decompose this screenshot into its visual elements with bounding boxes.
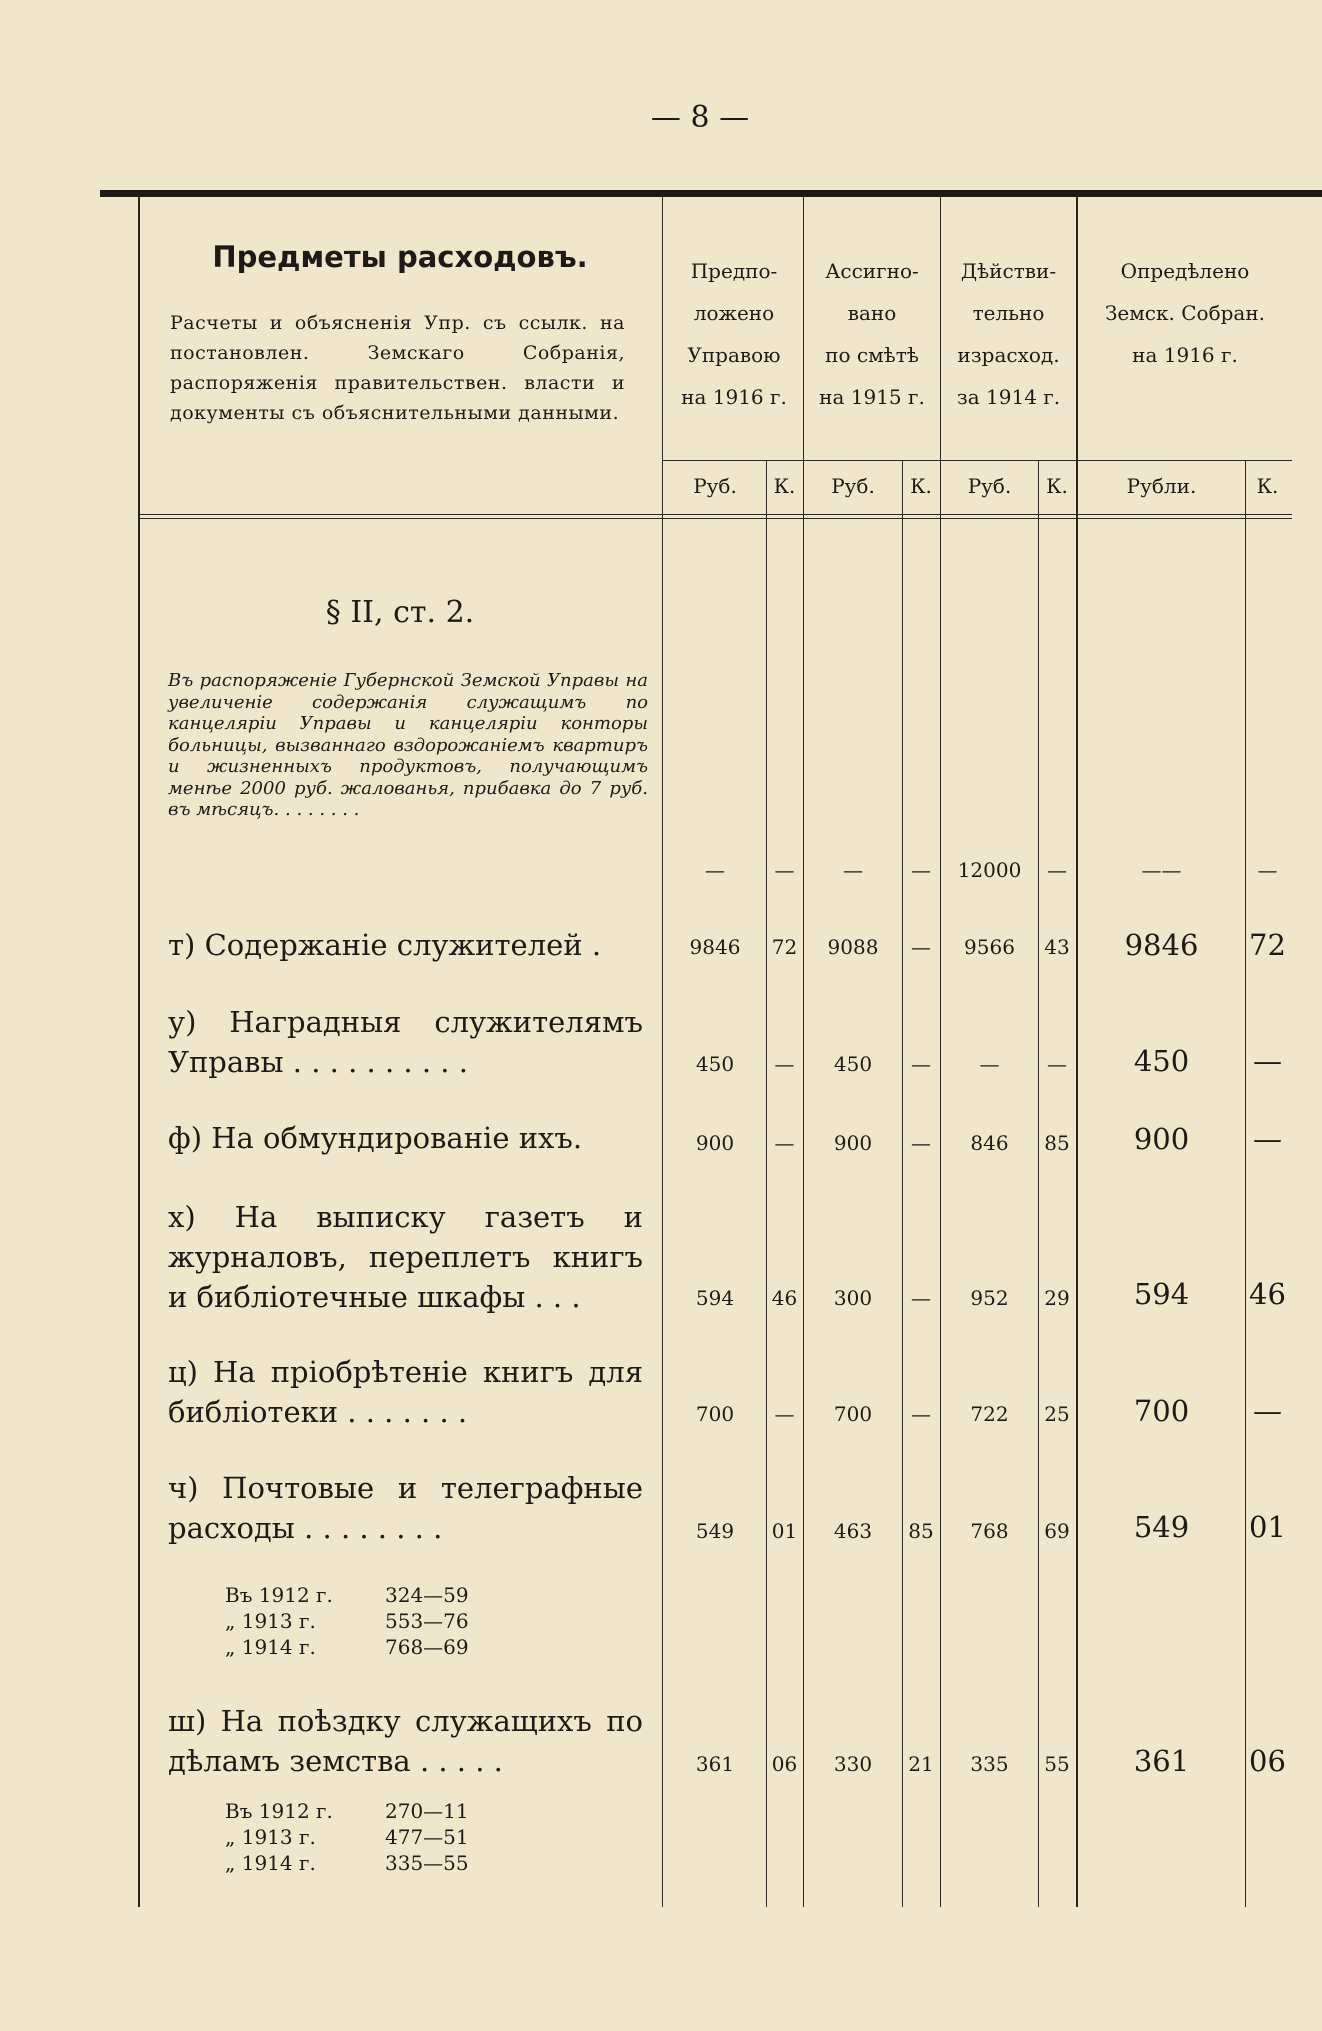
cell-assigned-kop: — — [911, 1131, 931, 1155]
divider-c1-kop — [766, 460, 767, 1907]
unit-kop-c4: К. — [1256, 474, 1279, 498]
item-ch: ч) Почтовые и телеграфные расходы . . . . . . . . — [168, 1471, 643, 1545]
cell-spent-rub: — — [979, 1052, 1000, 1076]
cell-determined-kop: 72 — [1249, 928, 1286, 962]
unit-rubli-c4: Рубли. — [1126, 474, 1197, 498]
col-header-assigned: Ассигно- вано по смѣтѣ на 1915 г. — [819, 259, 925, 409]
item-ts: ц) На пріобрѣтеніе книгъ для библіотеки . . . . . . . — [168, 1355, 643, 1429]
section-note: Въ распоряженіе Губернской Земской Управы на увеличеніе содержанія служащимъ по канцеляріи Управы и канцеляріи конторы больницы, вызваннаго вздорожаніемъ квартиръ и жизненныхъ продуктовъ, получающимъ менѣе 2000 руб. жалованья, прибавка до 7 руб. въ мѣсяцъ. . . . . . . . — [168, 670, 648, 820]
cell-determined-kop: — — [1253, 1122, 1282, 1156]
cell-assigned-kop: — — [911, 1286, 931, 1310]
cell-determined-kop: 06 — [1249, 1744, 1286, 1778]
unit-kop-c3: К. — [1046, 474, 1068, 498]
item-sh: ш) На поѣздку служащихъ по дѣламъ земства . . . . . — [168, 1704, 643, 1778]
cell-proposed-kop: 72 — [771, 935, 798, 959]
cell-spent-kop: 43 — [1044, 935, 1070, 959]
cell-assigned-rub: 330 — [833, 1752, 873, 1776]
cell-assigned-kop: — — [911, 1402, 931, 1426]
unit-kop-c2: К. — [910, 474, 932, 498]
cell-spent-kop: 25 — [1044, 1402, 1070, 1426]
unit-rub-c3: Руб. — [967, 474, 1012, 498]
cell-proposed-kop: — — [774, 1131, 795, 1155]
cell-proposed-rub: 549 — [695, 1519, 735, 1543]
cell-assigned-rub: 300 — [833, 1286, 873, 1310]
item-kh: х) На выписку газетъ и журналовъ, переплетъ книгъ и библіотечные шкафы . . . — [168, 1200, 643, 1314]
unit-rub-c1: Руб. — [693, 474, 737, 498]
cell-assigned-rub: 450 — [833, 1052, 873, 1076]
cell-proposed-kop: — — [774, 858, 795, 882]
page-number: — 8 — — [650, 100, 750, 135]
cell-assigned-rub: — — [843, 858, 863, 882]
cell-proposed-rub: 594 — [695, 1286, 735, 1310]
cell-assigned-rub: 700 — [833, 1402, 873, 1426]
cell-spent-rub: 846 — [970, 1131, 1009, 1155]
cell-spent-rub: 722 — [970, 1402, 1009, 1426]
cell-determined-kop: 46 — [1249, 1277, 1286, 1311]
header-title: Предметы расходовъ. — [212, 240, 588, 274]
cell-determined-rub: 700 — [1133, 1394, 1190, 1428]
cell-determined-rub: 361 — [1133, 1744, 1190, 1778]
cell-spent-rub: 768 — [970, 1519, 1009, 1543]
unit-rub-c2: Руб. — [831, 474, 875, 498]
cell-assigned-kop: — — [911, 858, 931, 882]
cell-assigned-rub: 900 — [833, 1131, 873, 1155]
cell-assigned-kop: — — [911, 1052, 931, 1076]
cell-spent-kop: — — [1047, 1052, 1067, 1076]
cell-determined-rub: 900 — [1133, 1122, 1190, 1156]
cell-spent-rub: 335 — [970, 1752, 1009, 1776]
cell-spent-kop: — — [1047, 858, 1067, 882]
cell-assigned-rub: 463 — [833, 1519, 873, 1543]
cell-assigned-kop: — — [911, 935, 931, 959]
col-header-spent: Дѣйстви- тельно израсход. за 1914 г. — [956, 259, 1061, 409]
cell-spent-rub: 12000 — [957, 858, 1022, 882]
cell-determined-kop: — — [1257, 858, 1278, 882]
unit-kop-c1: К. — [773, 474, 796, 498]
cell-spent-rub: 952 — [970, 1286, 1009, 1310]
cell-proposed-kop: — — [774, 1402, 795, 1426]
cell-determined-rub: —— — [1141, 858, 1182, 882]
left-border — [138, 197, 140, 1907]
divider-desc — [662, 197, 663, 1907]
cell-proposed-rub: 900 — [695, 1131, 735, 1155]
cell-assigned-kop: 85 — [908, 1519, 934, 1543]
cell-proposed-kop: — — [774, 1052, 795, 1076]
divider-c3-kop — [1038, 460, 1039, 1907]
cell-spent-kop: 55 — [1044, 1752, 1070, 1776]
cell-proposed-rub: 450 — [695, 1052, 735, 1076]
cell-proposed-kop: 06 — [771, 1752, 798, 1776]
header-description: Расчеты и объясненія Упр. съ ссылк. на постановлен. Земскаго Собранія, распоряженія правительствен. власти и документы съ объяснительными данными. — [170, 312, 625, 424]
units-top-rule — [662, 460, 1292, 461]
col-header-proposed: Предпо- ложено Управою на 1916 г. — [681, 259, 787, 409]
cell-determined-kop: 01 — [1249, 1510, 1286, 1544]
cell-assigned-kop: 21 — [908, 1752, 934, 1776]
cell-spent-kop: 29 — [1044, 1286, 1070, 1310]
sub-list-sh: Въ 1912 г. 270—11 „ 1913 г. 477—51 „ 1914 г. 335—55 — [225, 1799, 469, 1875]
cell-proposed-kop: 46 — [771, 1286, 798, 1310]
col-header-determined: Опредѣлено Земск. Собран. на 1916 г. — [1104, 259, 1266, 367]
header-bottom-rule — [138, 514, 1292, 519]
cell-proposed-rub: — — [705, 858, 725, 882]
cell-proposed-kop: 01 — [771, 1519, 798, 1543]
divider-c4-kop — [1245, 460, 1246, 1907]
cell-determined-kop: — — [1253, 1044, 1282, 1078]
divider-c2-kop — [902, 460, 903, 1907]
item-t: т) Содержаніе служителей . — [168, 928, 602, 962]
cell-determined-rub: 594 — [1133, 1277, 1190, 1311]
cell-determined-kop: — — [1253, 1394, 1282, 1428]
item-f: ф) На обмундированіе ихъ. — [168, 1121, 583, 1155]
cell-spent-kop: 69 — [1044, 1519, 1070, 1543]
item-u: у) Наградныя служителямъ Управы . . . . . . . . . . — [168, 1005, 643, 1079]
top-rule — [100, 190, 1322, 197]
sub-list-ch: Въ 1912 г. 324—59 „ 1913 г. 553—76 „ 1914 г. 768—69 — [225, 1583, 469, 1659]
cell-determined-rub: 549 — [1133, 1510, 1190, 1544]
cell-proposed-rub: 361 — [695, 1752, 735, 1776]
section-title: § II, ст. 2. — [325, 595, 475, 630]
cell-assigned-rub: 9088 — [827, 935, 879, 959]
cell-spent-rub: 9566 — [964, 935, 1015, 959]
cell-spent-kop: 85 — [1044, 1131, 1070, 1155]
cell-proposed-rub: 700 — [695, 1402, 735, 1426]
cell-determined-rub: 450 — [1133, 1044, 1190, 1078]
cell-determined-rub: 9846 — [1124, 928, 1199, 962]
cell-proposed-rub: 9846 — [689, 935, 741, 959]
